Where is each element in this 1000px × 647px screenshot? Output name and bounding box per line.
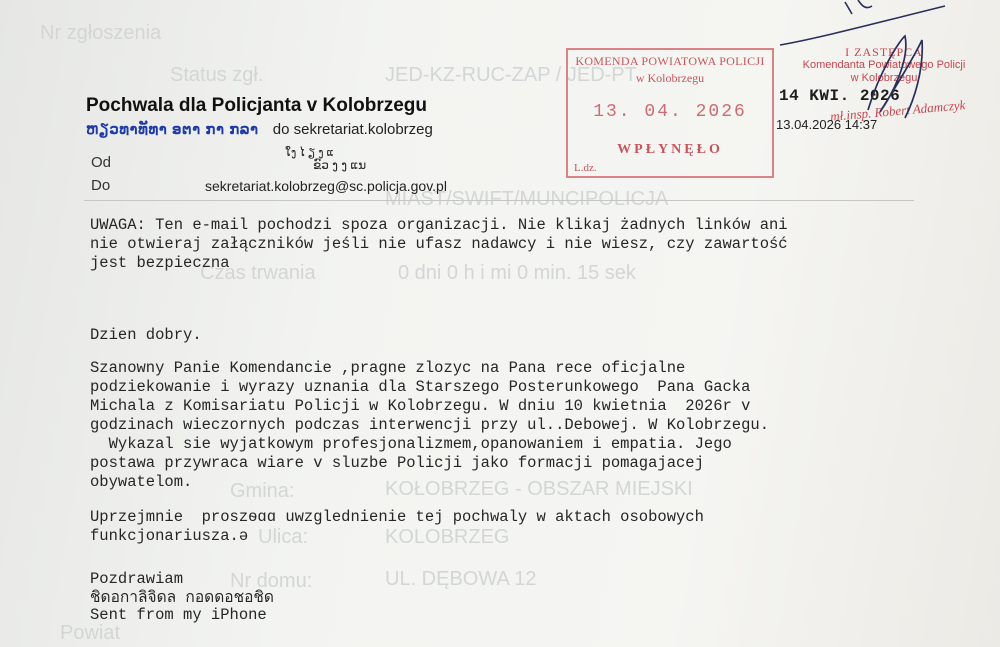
stamp-organization: KOMENDA POWIATOWA POLICJI bbox=[575, 54, 765, 68]
deputy-line2: Komendanta Powiatowego Policji bbox=[802, 59, 966, 71]
ghost-text: Czas trwania bbox=[200, 262, 316, 284]
ghost-text: UL. DĘBOWA 12 bbox=[385, 568, 537, 590]
ghost-text: Gmina: bbox=[230, 480, 295, 502]
greeting: Dzien dobry. bbox=[90, 326, 202, 344]
ghost-text: KOLOBRZEG bbox=[385, 526, 510, 548]
stamp-date: 13. 04. 2026 bbox=[593, 102, 747, 122]
ghost-text: Nr zgłoszenia bbox=[40, 22, 162, 44]
to-value: sekretariat.kolobrzeg@sc.policja.gov.pl bbox=[205, 178, 447, 194]
from-value: ໃ່ງ ໄ ຽ ງ ແ bbox=[285, 147, 334, 159]
request-paragraph: Uprzejmnie proszѳɑɑ uwzglednienie tej pochwaly w aktach osobowych funkcjonariusza.ə bbox=[90, 508, 704, 545]
to-label: Do bbox=[91, 177, 111, 194]
annotation-timestamp: 13.04.2026 14:37 bbox=[776, 117, 878, 132]
external-warning: UWAGA: Ten e-mail pochodzi spoza organizacji. Nie klikaj żadnych linków ani nie otwieraj załączników jeśli nie ufasz nadawcy i nie wiesz, czy zawartość jest bezpieczna bbox=[90, 216, 788, 272]
signature-name: ชิดอกาลิจิดล กอดดอชอชิด bbox=[90, 589, 274, 607]
from-label: Od bbox=[91, 154, 112, 171]
ghost-text: JED-KZ-RUC-ZAP / JED-PT bbox=[385, 64, 637, 86]
deputy-title: I ZASTĘPCA bbox=[845, 45, 923, 59]
stamp-city: w Kolobrzegu bbox=[635, 71, 705, 85]
sender-name: ຫຽວທາທັທາ ອຕາ ກາ ກລາ bbox=[86, 121, 259, 138]
sent-from: Sent from my iPhone bbox=[90, 606, 267, 624]
email-subject: Pochwala dla Policjanta v Kolobrzegu bbox=[86, 95, 428, 116]
ghost-text: 0 dni 0 h i mi 0 min. 15 sek bbox=[398, 262, 636, 284]
stamp-received: WPŁYNĘŁO bbox=[617, 142, 723, 157]
signer-name: mł.insp. Robert Adamczyk bbox=[829, 97, 966, 124]
ghost-text: Powiat bbox=[60, 622, 121, 644]
stamp-dz: L.dz. bbox=[574, 162, 597, 174]
closing: Pozdrawiam bbox=[90, 570, 184, 588]
ghost-text: Nr domu: bbox=[230, 570, 313, 592]
from-value-2: ຂົວ ງ ງ ແນ bbox=[313, 158, 367, 172]
ghost-text: Ulica: bbox=[258, 526, 309, 548]
deputy-line3: w Kolobrzegu bbox=[850, 72, 918, 84]
ghost-text: Status zgł. bbox=[170, 64, 264, 86]
ghost-text: KOŁOBRZEG - OBSZAR MIEJSKI bbox=[385, 478, 693, 500]
body-paragraph: Szanowny Panie Komendancie ,pragne zlozyc na Pana rece oficjalne podziekowanie i wyrazy uznania dla Starszego Posterunkowego Pana Gacka Michala z Komisariatu Policji w Kolobrzegu. W dniu 10 kwietnia 2026r v godzinach wieczornych podczas interwencji przy ul..Debowej. W Kolobrzegu. Wykazal sie wyjatkowym profesjonalizmem,opanowaniem i empatia. Jego postawa przywraca wiare v sluzbe Policji jako formacji pomagajacej obywatelom. bbox=[90, 359, 770, 491]
sender-recipient: do sekretariat.kolobrzeg bbox=[272, 121, 433, 138]
ghost-text: MIAST/SWIFT/MUNCIPOLICJA bbox=[385, 188, 669, 210]
received-date-stamp: 14 KWI. 2026 bbox=[779, 87, 901, 105]
